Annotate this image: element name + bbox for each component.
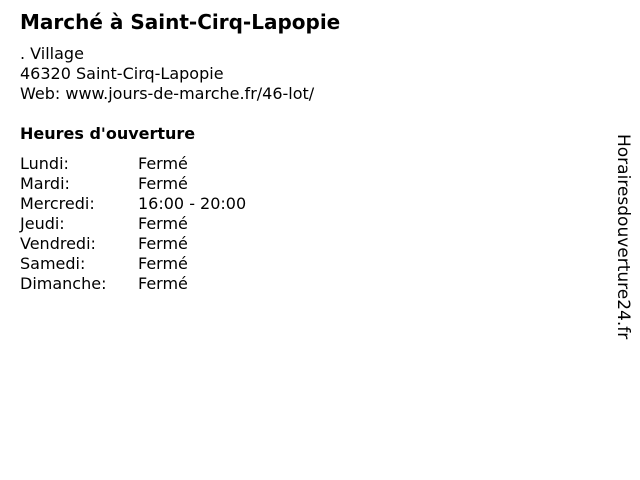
day-label: Mardi: <box>20 174 70 193</box>
website-link[interactable]: Web: www.jours-de-marche.fr/46-lot/ <box>20 84 315 103</box>
address-street: . Village <box>20 44 84 63</box>
day-hours: Fermé <box>138 274 188 293</box>
hours-row-thursday <box>20 214 246 234</box>
day-label: Dimanche: <box>20 274 107 293</box>
day-hours: Fermé <box>138 214 188 233</box>
page-title: Marché à Saint-Cirq-Lapopie <box>20 10 341 34</box>
day-label: Vendredi: <box>20 234 96 253</box>
day-hours: Fermé <box>138 174 188 193</box>
hours-row-wednesday <box>20 194 246 214</box>
day-label: Jeudi: <box>20 214 65 233</box>
day-hours: Fermé <box>138 254 188 273</box>
day-hours: Fermé <box>138 234 188 253</box>
day-hours: 16:00 - 20:00 <box>138 194 247 213</box>
hours-row-saturday <box>20 254 246 274</box>
hours-row-tuesday <box>20 174 246 194</box>
hours-row-sunday <box>20 274 246 294</box>
hours-row-monday <box>20 154 246 174</box>
day-label: Mercredi: <box>20 194 95 213</box>
opening-hours-heading: Heures d'ouverture <box>20 124 196 143</box>
day-hours: Fermé <box>138 154 188 173</box>
day-label: Lundi: <box>20 154 69 173</box>
hours-row-friday <box>20 234 246 254</box>
address-city: 46320 Saint-Cirq-Lapopie <box>20 64 224 83</box>
opening-hours-table <box>20 154 246 294</box>
site-watermark: Horairesdouverture24.fr <box>613 134 633 340</box>
day-label: Samedi: <box>20 254 86 273</box>
address-block <box>20 44 314 104</box>
